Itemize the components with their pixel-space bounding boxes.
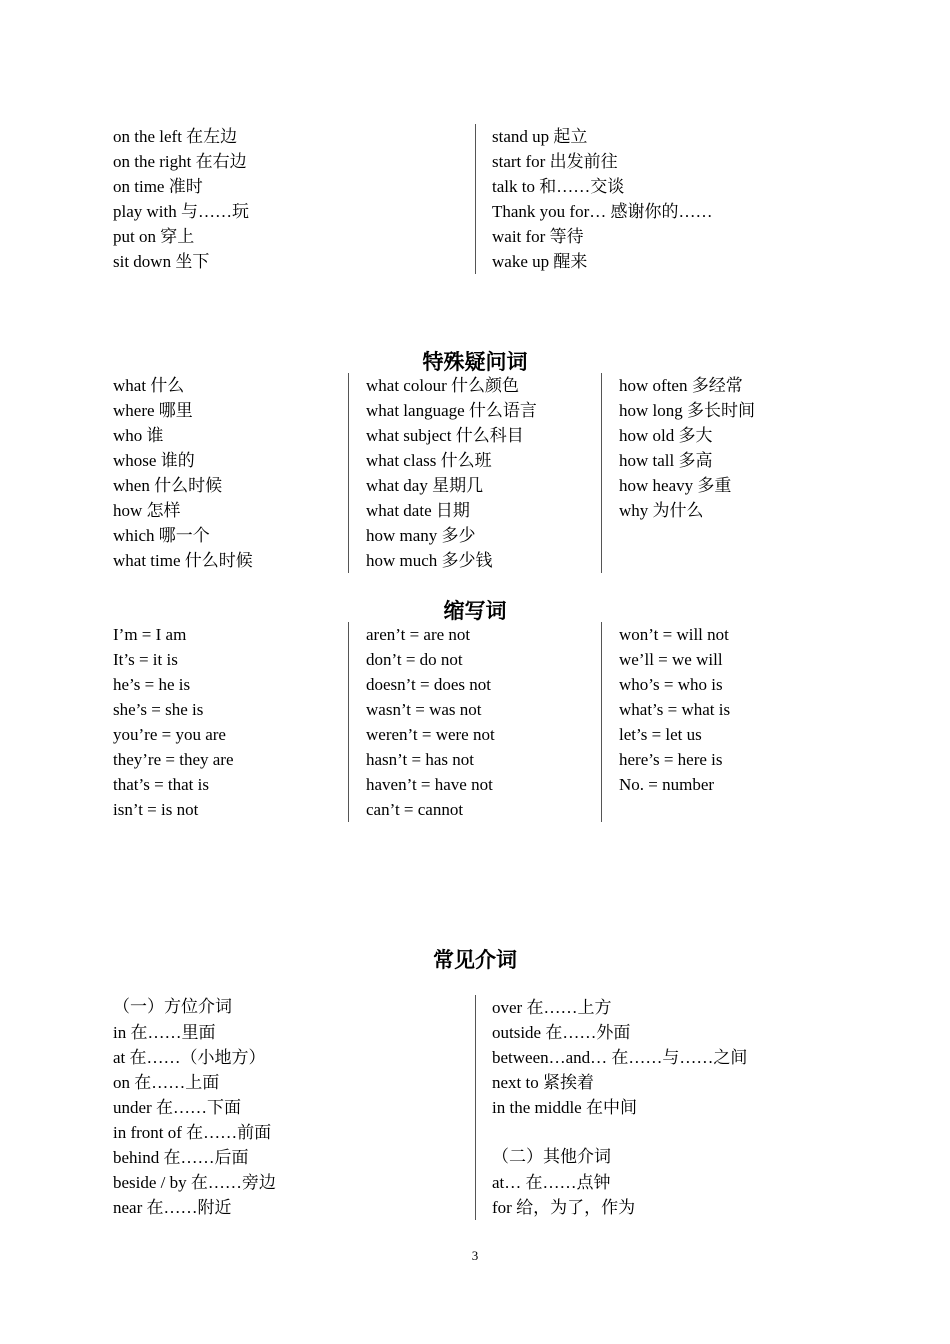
phrase-item: on time 准时 (113, 177, 203, 196)
list-item: No. = number (619, 775, 715, 794)
phrase-item: start for 出发前往 (492, 152, 618, 171)
prepositions-heading: 常见介词 (433, 948, 517, 972)
list-item: who 谁 (113, 426, 164, 445)
list-item: beside / by 在……旁边 (113, 1173, 276, 1192)
phrase-item: wake up 醒来 (492, 252, 588, 271)
prepositions-subheading: （二）其他介词 (492, 1147, 611, 1167)
list-item: over 在……上方 (492, 998, 612, 1017)
contractions-col3 (619, 622, 730, 797)
list-item: for 给，为了，作为 (492, 1198, 636, 1217)
prepositions-subheading: （一）方位介词 (113, 997, 232, 1017)
list-item: where 哪里 (113, 401, 193, 420)
page-number: 3 (471, 1248, 479, 1263)
list-item: aren’t = are not (366, 625, 471, 644)
list-item: don’t = do not (366, 650, 463, 669)
phrase-item: Thank you for… 感谢你的…… (492, 202, 713, 221)
list-item: what’s = what is (619, 700, 731, 719)
question-words-col3 (619, 373, 755, 523)
column-divider (348, 622, 349, 822)
list-item: I’m = I am (113, 625, 187, 644)
list-item: It’s = it is (113, 650, 178, 669)
list-item: he’s = he is (113, 675, 191, 694)
blank-line (492, 1120, 747, 1145)
list-item: doesn’t = does not (366, 675, 491, 694)
list-item: in 在……里面 (113, 1023, 216, 1042)
list-item: you’re = you are (113, 725, 226, 744)
list-item: let’s = let us (619, 725, 702, 744)
list-item: why 为什么 (619, 501, 704, 520)
list-item: how much 多少钱 (366, 551, 493, 570)
list-item: under 在……下面 (113, 1098, 241, 1117)
phrase-item: talk to 和……交谈 (492, 177, 625, 196)
phrases-right-column (492, 124, 713, 274)
list-item: how many 多少 (366, 526, 476, 545)
list-item: what date 日期 (366, 501, 470, 520)
list-item: what class 什么班 (366, 451, 492, 470)
phrase-item: on the right 在右边 (113, 152, 247, 171)
prepositions-left-column (113, 995, 276, 1220)
contractions-col1 (113, 622, 234, 822)
list-item: can’t = cannot (366, 800, 464, 819)
list-item: weren’t = were not (366, 725, 495, 744)
list-item: at… 在……点钟 (492, 1173, 611, 1192)
list-item: next to 紧挨着 (492, 1073, 594, 1092)
question-words-col1 (113, 373, 253, 573)
list-item: what subject 什么科目 (366, 426, 524, 445)
column-divider (475, 995, 476, 1220)
phrase-item: on the left 在左边 (113, 127, 238, 146)
column-divider (601, 373, 602, 573)
list-item: what 什么 (113, 376, 185, 395)
list-item: outside 在……外面 (492, 1023, 631, 1042)
list-item: who’s = who is (619, 675, 723, 694)
list-item: here’s = here is (619, 750, 723, 769)
question-words-heading: 特殊疑问词 (422, 350, 528, 374)
list-item: when 什么时候 (113, 476, 223, 495)
list-item: wasn’t = was not (366, 700, 482, 719)
phrase-item: play with 与……玩 (113, 202, 249, 221)
phrase-item: sit down 坐下 (113, 252, 210, 271)
phrase-item: wait for 等待 (492, 227, 584, 246)
list-item: won’t = will not (619, 625, 729, 644)
list-item: we’ll = we will (619, 650, 723, 669)
column-divider (348, 373, 349, 573)
column-divider (601, 622, 602, 822)
phrase-item: stand up 起立 (492, 127, 588, 146)
list-item: she’s = she is (113, 700, 204, 719)
list-item: what day 星期几 (366, 476, 484, 495)
list-item: how often 多经常 (619, 376, 743, 395)
contractions-col2 (366, 622, 495, 822)
list-item: behind 在……后面 (113, 1148, 249, 1167)
list-item: whose 谁的 (113, 451, 195, 470)
list-item: between…and… 在……与……之间 (492, 1048, 748, 1067)
list-item: haven’t = have not (366, 775, 493, 794)
list-item: near 在……附近 (113, 1198, 232, 1217)
contractions-heading: 缩写词 (443, 599, 507, 623)
list-item: how old 多大 (619, 426, 713, 445)
list-item: how heavy 多重 (619, 476, 732, 495)
phrases-left-column (113, 124, 249, 274)
list-item: what language 什么语言 (366, 401, 537, 420)
list-item: how 怎样 (113, 501, 181, 520)
list-item: what time 什么时候 (113, 551, 253, 570)
prepositions-right-column (492, 995, 747, 1220)
list-item: how tall 多高 (619, 451, 713, 470)
list-item: on 在……上面 (113, 1073, 220, 1092)
list-item: in front of 在……前面 (113, 1123, 272, 1142)
question-words-col2 (366, 373, 537, 573)
list-item: isn’t = is not (113, 800, 199, 819)
list-item: how long 多长时间 (619, 401, 755, 420)
phrase-item: put on 穿上 (113, 227, 195, 246)
list-item: hasn’t = has not (366, 750, 474, 769)
list-item: what colour 什么颜色 (366, 376, 519, 395)
list-item: they’re = they are (113, 750, 234, 769)
list-item: in the middle 在中间 (492, 1098, 637, 1117)
list-item: that’s = that is (113, 775, 209, 794)
list-item: at 在……（小地方） (113, 1048, 266, 1067)
column-divider (475, 124, 476, 274)
list-item: which 哪一个 (113, 526, 210, 545)
